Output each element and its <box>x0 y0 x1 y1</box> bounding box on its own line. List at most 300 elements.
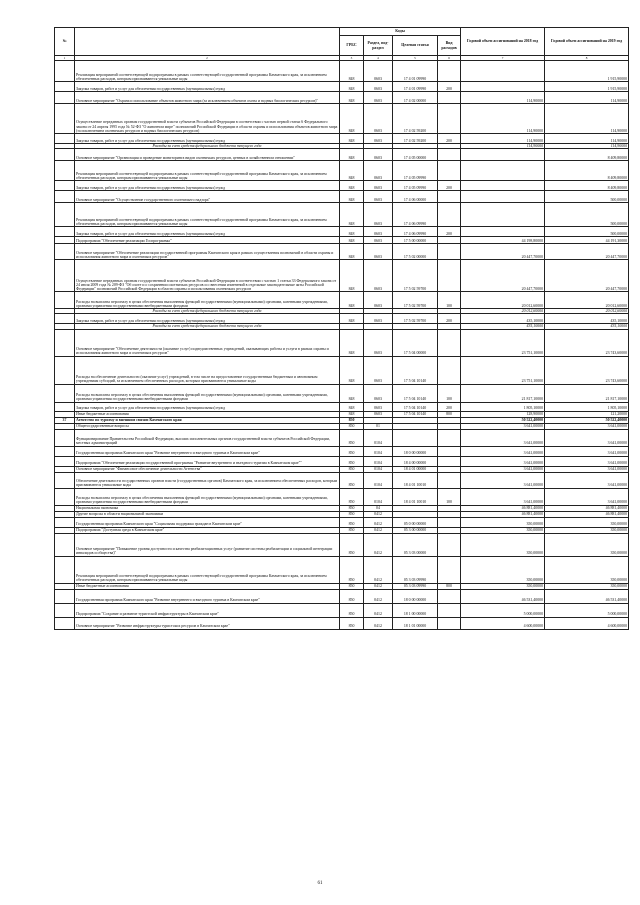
header-razdel: Раздел, под-раздел <box>364 36 393 56</box>
cell-name: Основное мероприятие "Повышение уровня доступности и качества реабилитационных услуг (развитие системы реабилитации и социальной интеграции инвалидов и общества)" <box>75 533 340 556</box>
cell-vr: 200 <box>438 402 461 411</box>
cell-2019: 114,90000 <box>545 104 629 134</box>
cell-razdel: 0412 <box>364 517 393 527</box>
cell-razdel: 0104 <box>364 488 393 505</box>
cell-razdel: 01 <box>364 423 393 429</box>
cell-name: Государственная программа Камчатского края "Социальная поддержка граждан в Камчатском крае" <box>75 517 340 527</box>
cell-2019: 114,90000 <box>545 134 629 144</box>
cell-2019: 23 743,60000 <box>545 329 629 356</box>
cell-2018: 21 817,10000 <box>461 384 545 402</box>
cell-razdel: 0603 <box>364 384 393 402</box>
cell-name: Закупка товаров, работ и услуг для обеспечения государственных (муниципальных) нужд <box>75 82 340 92</box>
cell-2019: 1 915,90000 <box>545 61 629 82</box>
cell-2019: 1 915,90000 <box>545 82 629 92</box>
table-row <box>55 429 629 446</box>
cell-2019: 44 191,30000 <box>545 237 629 244</box>
cell-csr: 17 5 02 59700 <box>393 292 438 309</box>
col-number: 2 <box>75 56 340 61</box>
cell-vr: 100 <box>438 292 461 309</box>
cell-razdel: 0412 <box>364 511 393 517</box>
cell-2019: 350,00000 <box>545 527 629 533</box>
cell-number <box>55 61 75 82</box>
cell-name: Подпрограмма "Обеспечение реализации Госпрограммы" <box>75 237 340 244</box>
cell-vr: 200 <box>438 314 461 324</box>
table-row <box>55 589 629 603</box>
cell-csr: 17 4 01 09990 <box>393 82 438 92</box>
cell-name: Расходы за счет средств федерального бюджета текущего года <box>75 309 340 314</box>
cell-csr: 17 4 02 00000 <box>393 92 438 104</box>
table-row <box>55 104 629 134</box>
cell-name: Закупка товаров, работ и услуг для обеспечения государственных (муниципальных) нужд <box>75 181 340 191</box>
cell-2019: 1 805,10000 <box>545 402 629 411</box>
cell-name: Национальная экономика <box>75 505 340 511</box>
cell-razdel: 0603 <box>364 237 393 244</box>
cell-csr: 18 1 01 00000 <box>393 617 438 629</box>
cell-name: Агентство по туризму и внешним связям Камчатского края <box>75 417 340 423</box>
cell-grbs: 850 <box>340 472 364 488</box>
cell-name: Осуществление переданных органам государственной власти субъектов Российской Федерации в соответствии с частью 1 статьи 33 Федерального закона от 24 июля 2009 года № 209-ФЗ "Об охоте и о сохранении охотничьих ресурсов и о внесении изменений в отдельные законодательные акты Российской Федерации" полномочий Российской Федерации в области охраны и использования охотничьих ресурсов <box>75 260 340 292</box>
cell-csr: 17 4 05 00000 <box>393 149 438 161</box>
cell-2018: 20 447,70000 <box>461 260 545 292</box>
header-csr: Целевая статья <box>393 36 438 56</box>
cell-number <box>55 161 75 181</box>
cell-razdel: 0603 <box>364 411 393 417</box>
cell-2018: 350,00000 <box>461 527 545 533</box>
table-row <box>55 617 629 629</box>
cell-2019: 114,90000 <box>545 92 629 104</box>
cell-number <box>55 488 75 505</box>
cell-name: Осуществление переданных органам государственной власти субъектов Российской Федерации в соответствии с частью первой статьи 6 Федерального закона от 24 апреля 1995 года № 52-ФЗ "О животном мире" полномочий Российской Федерации в области охраны и использования объектов животного мира (за исключением охотничьих ресурсов и водных биологических ресурсов) <box>75 104 340 134</box>
cell-name: Закупка товаров, работ и услуг для обеспечения государственных (муниципальных) нужд <box>75 227 340 237</box>
cell-grbs: 848 <box>340 82 364 92</box>
cell-2018: 4 600,00000 <box>461 617 545 629</box>
col-number: 4 <box>364 56 393 61</box>
cell-2018: 5 000,00000 <box>461 603 545 617</box>
cell-number <box>55 517 75 527</box>
cell-grbs: 850 <box>340 429 364 446</box>
cell-razdel: 0603 <box>364 149 393 161</box>
table-row <box>55 134 629 144</box>
cell-name: Расходы на выплаты персоналу в целях обеспечения выполнения функций государственными (муниципальными) органами, казенными учреждениями, органами управления государственными внебюджетными фондами <box>75 384 340 402</box>
table-row <box>55 227 629 237</box>
cell-grbs: 850 <box>340 533 364 556</box>
cell-2019: 20 012,60000 <box>545 292 629 309</box>
table-row <box>55 292 629 309</box>
cell-number <box>55 617 75 629</box>
cell-csr: 18 0 00 00000 <box>393 446 438 456</box>
cell-vr <box>438 149 461 161</box>
cell-2018: 3 641,00000 <box>461 429 545 446</box>
cell-2018: 1 805,10000 <box>461 402 545 411</box>
cell-2018 <box>461 149 545 161</box>
cell-name: Основное мероприятие "Охрана и использование объектов животного мира (за исключением объектов охоты и водных биологических ресурсов)" <box>75 92 340 104</box>
table-row <box>55 314 629 324</box>
cell-number <box>55 472 75 488</box>
cell-razdel: 0603 <box>364 191 393 203</box>
cell-2018 <box>461 161 545 181</box>
cell-number <box>55 556 75 583</box>
cell-grbs: 848 <box>340 92 364 104</box>
cell-2018: 3 641,00000 <box>461 423 545 429</box>
cell-2018: 350,00000 <box>461 556 545 583</box>
col-number: 6 <box>438 56 461 61</box>
cell-razdel: 0412 <box>364 583 393 589</box>
cell-razdel: 0603 <box>364 134 393 144</box>
cell-2018: 435,10000 <box>461 314 545 324</box>
cell-csr: 18 4 00 00000 <box>393 456 438 466</box>
cell-grbs: 848 <box>340 104 364 134</box>
table-row <box>55 92 629 104</box>
cell-name: Иные бюджетные ассигнования <box>75 583 340 589</box>
cell-csr: 17 5 00 00000 <box>393 237 438 244</box>
cell-2019: 20 447,70000 <box>545 244 629 260</box>
cell-2019: 3 641,00000 <box>545 456 629 466</box>
cell-vr <box>438 446 461 456</box>
cell-name: Государственная программа Камчатского края "Развитие внутреннего и въездного туризма в Камчатском крае" <box>75 589 340 603</box>
cell-razdel: 0603 <box>364 104 393 134</box>
cell-number <box>55 384 75 402</box>
cell-csr: 05 3 03 00000 <box>393 533 438 556</box>
cell-vr <box>438 533 461 556</box>
cell-number <box>55 429 75 446</box>
cell-razdel: 0603 <box>364 82 393 92</box>
cell-vr <box>438 556 461 583</box>
cell-2019: 3 641,00000 <box>545 423 629 429</box>
cell-vr <box>438 589 461 603</box>
cell-number <box>55 292 75 309</box>
header-codes: Коды <box>340 28 461 36</box>
cell-2019: 500,00000 <box>545 203 629 227</box>
table-row <box>55 61 629 82</box>
cell-grbs: 848 <box>340 237 364 244</box>
cell-2019: 8 409,80000 <box>545 161 629 181</box>
cell-razdel: 0603 <box>364 314 393 324</box>
table-row <box>55 181 629 191</box>
cell-grbs: 850 <box>340 603 364 617</box>
cell-razdel: 0603 <box>364 244 393 260</box>
cell-2019: 3 641,00000 <box>545 472 629 488</box>
cell-name: Закупка товаров, работ и услуг для обеспечения государственных (муниципальных) нужд <box>75 402 340 411</box>
cell-csr: 17 4 06 09990 <box>393 203 438 227</box>
cell-name: Функционирование Правительства Российской Федерации, высших исполнительных органов государственной власти субъектов Российской Федерации, местных администраций <box>75 429 340 446</box>
cell-2018: 3 641,00000 <box>461 488 545 505</box>
table-row <box>55 161 629 181</box>
cell-vr <box>438 603 461 617</box>
cell-vr: 200 <box>438 227 461 237</box>
cell-grbs: 848 <box>340 411 364 417</box>
cell-number <box>55 329 75 356</box>
cell-grbs: 848 <box>340 384 364 402</box>
cell-number <box>55 314 75 324</box>
cell-2018: 114,90000 <box>461 144 545 149</box>
cell-razdel: 04 <box>364 505 393 511</box>
cell-grbs: 848 <box>340 203 364 227</box>
cell-2018: 20 012,60000 <box>461 292 545 309</box>
cell-number <box>55 446 75 456</box>
col-number: 7 <box>461 56 545 61</box>
cell-csr: 17 5 04 10140 <box>393 356 438 384</box>
table-row <box>55 329 629 356</box>
cell-grbs: 850 <box>340 517 364 527</box>
cell-name: Подпрограмма "Обеспечение реализации государственной программы "Развитие внутреннего и въездного туризма в Камчатском крае"" <box>75 456 340 466</box>
cell-2018 <box>461 203 545 227</box>
cell-csr: 17 5 04 00000 <box>393 329 438 356</box>
table-row <box>55 472 629 488</box>
cell-2019: 350,00000 <box>545 517 629 527</box>
cell-grbs: 848 <box>340 244 364 260</box>
cell-2018: 46 881,40000 <box>461 505 545 511</box>
cell-2019: 50 522,40000 <box>545 417 629 423</box>
cell-name: Основное мероприятие "Обеспечение деятельности (оказание услуг) подведомственных учреждений, оказывающих работы и услуги в рамках охраны и использования животного мира и охотничьих ресурсов" <box>75 329 340 356</box>
cell-vr <box>438 456 461 466</box>
header-name <box>75 28 340 56</box>
cell-csr: 17 5 04 10140 <box>393 402 438 411</box>
table-row <box>55 237 629 244</box>
cell-grbs: 850 <box>340 423 364 429</box>
header-2018: Годовой объем ассигнований на 2018 год <box>461 28 545 56</box>
cell-vr <box>438 617 461 629</box>
table-header <box>55 28 629 61</box>
cell-2019: 114,90000 <box>545 144 629 149</box>
cell-csr: 17 4 06 09990 <box>393 227 438 237</box>
cell-2018 <box>461 191 545 203</box>
cell-grbs: 848 <box>340 227 364 237</box>
cell-grbs: 850 <box>340 505 364 511</box>
cell-csr: 17 4 02 59200 <box>393 104 438 134</box>
cell-number <box>55 589 75 603</box>
cell-vr: 200 <box>438 82 461 92</box>
cell-csr: 05 3 00 00000 <box>393 527 438 533</box>
cell-grbs: 848 <box>340 356 364 384</box>
cell-vr <box>438 237 461 244</box>
cell-name: Другие вопросы в области национальной экономики <box>75 511 340 517</box>
cell-razdel: 0603 <box>364 92 393 104</box>
cell-2018: 435,10000 <box>461 324 545 329</box>
cell-2018: 20 012,60000 <box>461 309 545 314</box>
cell-csr: 17 5 02 59700 <box>393 314 438 324</box>
cell-razdel: 0104 <box>364 446 393 456</box>
table-row <box>55 82 629 92</box>
cell-razdel: 0603 <box>364 181 393 191</box>
cell-2018: 20 447,70000 <box>461 244 545 260</box>
cell-2019: 435,10000 <box>545 324 629 329</box>
table-row <box>55 446 629 456</box>
cell-2019: 350,00000 <box>545 583 629 589</box>
cell-number <box>55 603 75 617</box>
cell-number <box>55 181 75 191</box>
table-row <box>55 384 629 402</box>
cell-name: Обеспечение деятельности государственных органов власти (государственных органов) Камчатского края, за исключением обеспеченных расходов, которым присваиваются уникальные коды <box>75 472 340 488</box>
cell-razdel: 0104 <box>364 472 393 488</box>
cell-name: Расходы на выплаты персоналу в целях обеспечения выполнения функций государственными (муниципальными) органами, казенными учреждениями, органами управления государственными внебюджетными фондами <box>75 488 340 505</box>
cell-name: Закупка товаров, работ и услуг для обеспечения государственных (муниципальных) нужд <box>75 314 340 324</box>
cell-name: Основное мероприятие "Финансовое обеспечение деятельности Агентства" <box>75 466 340 472</box>
cell-csr: 17 5 04 10140 <box>393 384 438 402</box>
table-row <box>55 244 629 260</box>
cell-2018: 350,00000 <box>461 533 545 556</box>
cell-2018: 128,90000 <box>461 411 545 417</box>
cell-csr: 17 4 05 09990 <box>393 161 438 181</box>
col-number: 8 <box>545 56 629 61</box>
cell-grbs: 850 <box>340 456 364 466</box>
cell-2019: 8 409,80000 <box>545 149 629 161</box>
header-vr: Вид расходов <box>438 36 461 56</box>
cell-grbs: 848 <box>340 329 364 356</box>
cell-razdel: 0603 <box>364 61 393 82</box>
cell-2018: 114,90000 <box>461 92 545 104</box>
cell-name: Подпрограмма "Создание и развитие туристской инфраструктуры в Камчатском крае" <box>75 603 340 617</box>
cell-razdel: 0412 <box>364 527 393 533</box>
cell-2019: 350,00000 <box>545 533 629 556</box>
cell-grbs: 848 <box>340 161 364 181</box>
cell-grbs: 850 <box>340 511 364 517</box>
cell-number <box>55 227 75 237</box>
cell-name: Общегосударственные вопросы <box>75 423 340 429</box>
cell-name: Основное мероприятие "Развитие инфраструктуры туристских ресурсов в Камчатском крае" <box>75 617 340 629</box>
cell-2018: 3 641,00000 <box>461 472 545 488</box>
cell-number <box>55 149 75 161</box>
cell-csr <box>393 429 438 446</box>
cell-grbs: 848 <box>340 149 364 161</box>
cell-number <box>55 82 75 92</box>
table-row <box>55 517 629 527</box>
cell-grbs: 848 <box>340 260 364 292</box>
cell-csr: 17 4 01 09990 <box>393 61 438 82</box>
cell-csr: 18 0 00 00000 <box>393 589 438 603</box>
cell-csr: 05 3 03 09990 <box>393 556 438 583</box>
cell-2018: 44 198,80000 <box>461 237 545 244</box>
cell-razdel: 0104 <box>364 466 393 472</box>
cell-number <box>55 402 75 411</box>
cell-vr <box>438 203 461 227</box>
cell-csr: 17 4 05 09990 <box>393 181 438 191</box>
cell-vr <box>438 244 461 260</box>
cell-grbs: 850 <box>340 417 364 423</box>
cell-name: Основное мероприятие "Осуществление государственного охотничьего надзора" <box>75 191 340 203</box>
table-row <box>55 402 629 411</box>
cell-vr: 100 <box>438 488 461 505</box>
cell-grbs: 850 <box>340 556 364 583</box>
cell-2019: 3 641,00000 <box>545 446 629 456</box>
cell-vr: 200 <box>438 134 461 144</box>
cell-number <box>55 203 75 227</box>
cell-vr: 800 <box>438 411 461 417</box>
cell-csr: 17 5 04 10140 <box>393 411 438 417</box>
cell-vr <box>438 104 461 134</box>
cell-vr: 200 <box>438 181 461 191</box>
cell-2019: 3 641,00000 <box>545 488 629 505</box>
cell-grbs: 848 <box>340 191 364 203</box>
cell-razdel: 0603 <box>364 292 393 309</box>
cell-name: Расходы за счет средств федерального бюджета текущего года <box>75 324 340 329</box>
cell-vr <box>438 191 461 203</box>
cell-name: Реализация мероприятий соответствующей подпрограммы в рамках соответствующей государственной программы Камчатского края, за исключением обеспеченных расходов, которым присваиваются уникальные коды <box>75 61 340 82</box>
cell-number <box>55 260 75 292</box>
table-row <box>55 603 629 617</box>
cell-grbs: 848 <box>340 402 364 411</box>
cell-grbs: 850 <box>340 446 364 456</box>
cell-name: Основное мероприятие "Обеспечение реализации государственной программы Камчатского края в рамках осуществления полномочий в области охраны и использования животного мира и охотничьих ресурсов" <box>75 244 340 260</box>
table-row <box>55 260 629 292</box>
cell-razdel: 0412 <box>364 556 393 583</box>
cell-2018: 3 641,00000 <box>461 456 545 466</box>
cell-name: Реализация мероприятий соответствующей подпрограммы в рамках соответствующей государственной программы Камчатского края, за исключением обеспеченных расходов, которым присваиваются уникальные коды <box>75 161 340 181</box>
cell-razdel: 0104 <box>364 429 393 446</box>
cell-2019: 3 641,00000 <box>545 466 629 472</box>
cell-2018: 350,00000 <box>461 583 545 589</box>
cell-number <box>55 92 75 104</box>
cell-grbs: 850 <box>340 488 364 505</box>
cell-name: Расходы за счет средств федерального бюджета текущего года <box>75 144 340 149</box>
cell-grbs: 850 <box>340 589 364 603</box>
cell-2018: 23 751,10000 <box>461 356 545 384</box>
cell-2018: 350,00000 <box>461 517 545 527</box>
cell-name: Иные бюджетные ассигнования <box>75 411 340 417</box>
cell-2018 <box>461 82 545 92</box>
cell-number <box>55 191 75 203</box>
cell-grbs: 848 <box>340 314 364 324</box>
cell-number <box>55 533 75 556</box>
cell-vr <box>438 61 461 82</box>
cell-csr: 17 4 06 00000 <box>393 191 438 203</box>
table-row <box>55 191 629 203</box>
cell-razdel: 0603 <box>364 402 393 411</box>
cell-2019: 46 531,40000 <box>545 589 629 603</box>
cell-number <box>55 456 75 466</box>
table-row <box>55 488 629 505</box>
cell-csr: 05 0 00 00000 <box>393 517 438 527</box>
cell-2019: 500,00000 <box>545 191 629 203</box>
cell-grbs: 850 <box>340 583 364 589</box>
cell-2019: 5 000,00000 <box>545 603 629 617</box>
cell-2019: 23 743,60000 <box>545 356 629 384</box>
cell-2019: 350,00000 <box>545 556 629 583</box>
cell-2019: 46 881,40000 <box>545 505 629 511</box>
cell-razdel: 0412 <box>364 603 393 617</box>
cell-name: Основное мероприятие "Организация и проведение мониторинга видов охотничьих ресурсов, ценных в хозяйственном отношении" <box>75 149 340 161</box>
cell-razdel: 0603 <box>364 203 393 227</box>
table-row <box>55 356 629 384</box>
cell-2018: 46 881,40000 <box>461 511 545 517</box>
cell-vr <box>438 161 461 181</box>
cell-name: Расходы на обеспечение деятельности (оказание услуг) учреждений, в том числе на предоставление государственным бюджетным и автономным учреждениям субсидий, за исключением обеспеченных расходов, которым присваиваются уникальные коды <box>75 356 340 384</box>
cell-csr: 17 5 02 59700 <box>393 260 438 292</box>
cell-razdel: 0603 <box>364 329 393 356</box>
cell-csr: 17 4 02 59200 <box>393 134 438 144</box>
cell-name: Подпрограмма "Доступная среда в Камчатском крае" <box>75 527 340 533</box>
cell-2018 <box>461 61 545 82</box>
cell-grbs: 848 <box>340 61 364 82</box>
cell-2018: 23 751,10000 <box>461 329 545 356</box>
col-number: 3 <box>340 56 364 61</box>
cell-grbs: 850 <box>340 466 364 472</box>
col-number: 1 <box>55 56 75 61</box>
cell-csr: 18 4 01 10010 <box>393 472 438 488</box>
cell-vr <box>438 517 461 527</box>
table-row <box>55 556 629 583</box>
cell-vr <box>438 429 461 446</box>
cell-name: Расходы на выплаты персоналу в целях обеспечения выполнения функций государственными (муниципальными) органами, казенными учреждениями, органами управления государственными внебюджетными фондами <box>75 292 340 309</box>
cell-2019: 4 600,00000 <box>545 617 629 629</box>
table-row <box>55 456 629 466</box>
cell-vr: 100 <box>438 384 461 402</box>
cell-csr: 05 3 03 09990 <box>393 583 438 589</box>
cell-razdel: 0412 <box>364 533 393 556</box>
cell-grbs: 848 <box>340 181 364 191</box>
cell-2019: 435,10000 <box>545 314 629 324</box>
cell-grbs: 850 <box>340 617 364 629</box>
cell-razdel: 0603 <box>364 161 393 181</box>
